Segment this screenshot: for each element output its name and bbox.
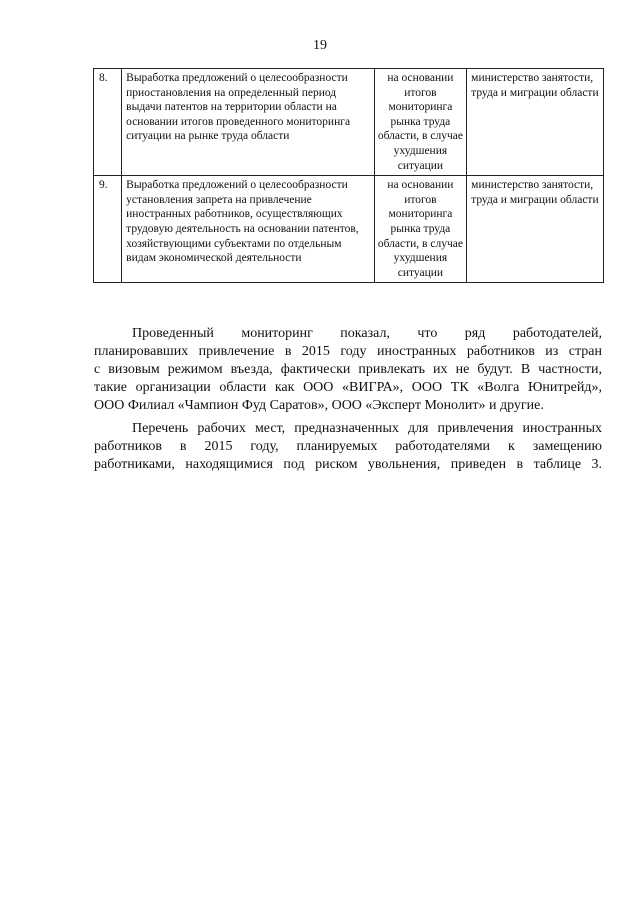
row-number: 9. <box>94 176 122 283</box>
paragraph-line: Перечень рабочих мест, предназначенных для привлечения иностранных <box>132 421 602 436</box>
paragraph-line: Проведенный мониторинг показал, что ряд работодателей, <box>132 326 602 341</box>
task-description: Выработка предложений о целесообразности приостановления на определенный период выдачи патентов на территории области на основании итогов проведенного мониторинга ситуации на рынке труда области <box>122 69 374 176</box>
paragraph-line: с визовым режимом въезда, фактически привлекать их не будут. В частности, <box>94 362 602 377</box>
measures-table <box>93 68 604 283</box>
paragraph-line: работниками, находящимися под риском увольнения, приведен в таблице 3. <box>94 457 602 472</box>
responsible-body: министерство занятости, труда и миграции области <box>467 176 604 283</box>
table-row <box>94 176 604 283</box>
paragraph-line: работников в 2015 году, планируемых работодателями к замещению <box>94 439 602 454</box>
paragraph-line: ООО Филиал «Чампион Фуд Саратов», ООО «Эксперт Монолит» и другие. <box>94 398 544 413</box>
paragraph-line: планировавших привлечение в 2015 году иностранных работников из стран <box>94 344 602 359</box>
execution-period: на основании итогов мониторинга рынка труда области, в случае ухудшения ситуации <box>374 176 467 283</box>
task-description: Выработка предложений о целесообразности установления запрета на привлечение иностранных работников, осуществляющих трудовую деятельность на основании патентов, хозяйствующими субъектами по отдельным видам экономической деятельности <box>122 176 374 283</box>
paragraph-line: такие организации области как ООО «ВИГРА», ООО ТК «Волга Юнитрейд», <box>94 380 602 395</box>
row-number: 8. <box>94 69 122 176</box>
responsible-body: министерство занятости, труда и миграции области <box>467 69 604 176</box>
page-number: 19 <box>313 38 327 53</box>
table-row <box>94 69 604 176</box>
execution-period: на основании итогов мониторинга рынка труда области, в случае ухудшения ситуации <box>374 69 467 176</box>
